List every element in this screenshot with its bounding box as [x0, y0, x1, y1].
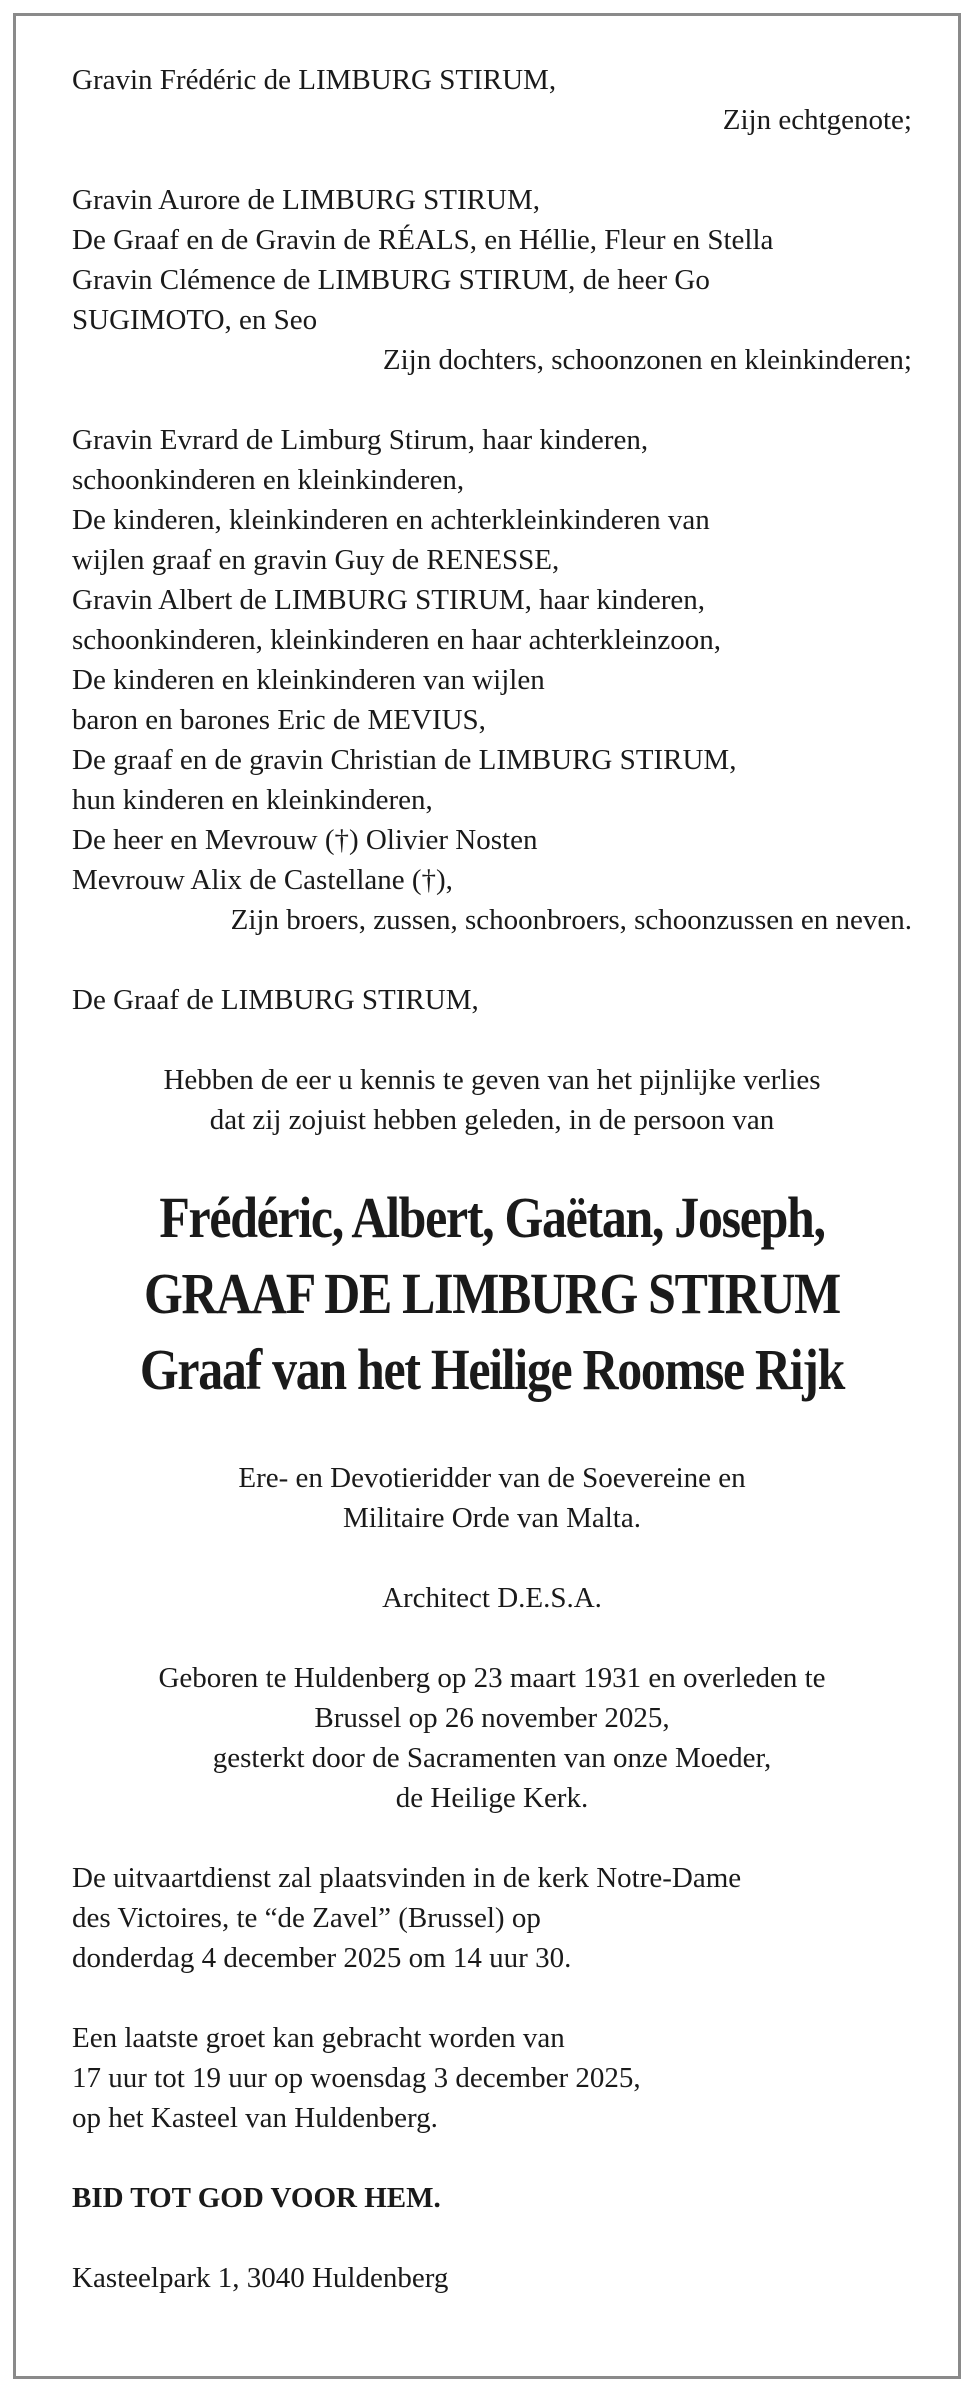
farewell-line: op het Kasteel van Huldenberg. [72, 2102, 438, 2134]
sibling-line: De heer en Mevrouw (†) Olivier Nosten [72, 824, 538, 856]
spouse-name: Gravin Frédéric de LIMBURG STIRUM, [72, 64, 557, 96]
spouse-role: Zijn echtgenote; [722, 104, 912, 136]
prayer: BID TOT GOD VOOR HEM. [72, 2182, 441, 2214]
deceased-title: GRAAF DE LIMBURG STIRUM [144, 1261, 840, 1326]
profession: Architect D.E.S.A. [382, 1582, 602, 1614]
honors-line: Militaire Orde van Malta. [343, 1502, 641, 1534]
funeral-line: donderdag 4 december 2025 om 14 uur 30. [72, 1942, 572, 1974]
sibling-line: Mevrouw Alix de Castellane (†), [72, 864, 453, 896]
life-line: gesterkt door de Sacramenten van onze Moeder, [212, 1742, 772, 1774]
deceased-names: Frédéric, Albert, Gaëtan, Joseph, [159, 1185, 825, 1250]
count-line: De Graaf de LIMBURG STIRUM, [72, 984, 479, 1016]
sibling-line: baron en barones Eric de MEVIUS, [72, 704, 486, 736]
sibling-line: schoonkinderen, kleinkinderen en haar achterkleinzoon, [72, 624, 722, 656]
life-line: de Heilige Kerk. [395, 1782, 589, 1814]
sibling-line: wijlen graaf en gravin Guy de RENESSE, [72, 544, 560, 576]
announcement-line: Hebben de eer u kennis te geven van het pijnlijke verlies [163, 1064, 821, 1096]
child-line: Gravin Clémence de LIMBURG STIRUM, de heer Go [72, 264, 710, 296]
funeral-line: des Victoires, te “de Zavel” (Brussel) op [72, 1902, 541, 1934]
deceased-subtitle: Graaf van het Heilige Roomse Rijk [139, 1337, 845, 1402]
life-line: Brussel op 26 november 2025, [314, 1702, 670, 1734]
siblings-role: Zijn broers, zussen, schoonbroers, schoonzussen en neven. [230, 904, 912, 936]
sibling-line: De graaf en de gravin Christian de LIMBURG STIRUM, [72, 744, 737, 776]
farewell-line: 17 uur tot 19 uur op woensdag 3 december 2025, [72, 2062, 641, 2094]
funeral-line: De uitvaartdienst zal plaatsvinden in de kerk Notre-Dame [72, 1862, 742, 1894]
child-line: De Graaf en de Gravin de RÉALS, en Héllie, Fleur en Stella [72, 224, 774, 256]
child-line: SUGIMOTO, en Seo [72, 304, 318, 336]
sibling-line: schoonkinderen en kleinkinderen, [72, 464, 465, 496]
farewell-line: Een laatste groet kan gebracht worden van [72, 2022, 565, 2054]
sibling-line: De kinderen, kleinkinderen en achterkleinkinderen van [72, 504, 710, 536]
children-role: Zijn dochters, schoonzonen en kleinkinderen; [382, 344, 912, 376]
sibling-line: De kinderen en kleinkinderen van wijlen [72, 664, 545, 696]
honors-line: Ere- en Devotieridder van de Soevereine en [238, 1462, 746, 1494]
death-notice [72, 60, 912, 2298]
child-line: Gravin Aurore de LIMBURG STIRUM, [72, 184, 540, 216]
sibling-line: Gravin Albert de LIMBURG STIRUM, haar kinderen, [72, 584, 706, 616]
sibling-line: Gravin Evrard de Limburg Stirum, haar kinderen, [72, 424, 649, 456]
deceased-name-block [131, 1180, 853, 1408]
life-line: Geboren te Huldenberg op 23 maart 1931 en overleden te [158, 1662, 826, 1694]
address: Kasteelpark 1, 3040 Huldenberg [72, 2262, 449, 2294]
announcement-line: dat zij zojuist hebben geleden, in de persoon van [209, 1104, 775, 1136]
sibling-line: hun kinderen en kleinkinderen, [72, 784, 433, 816]
